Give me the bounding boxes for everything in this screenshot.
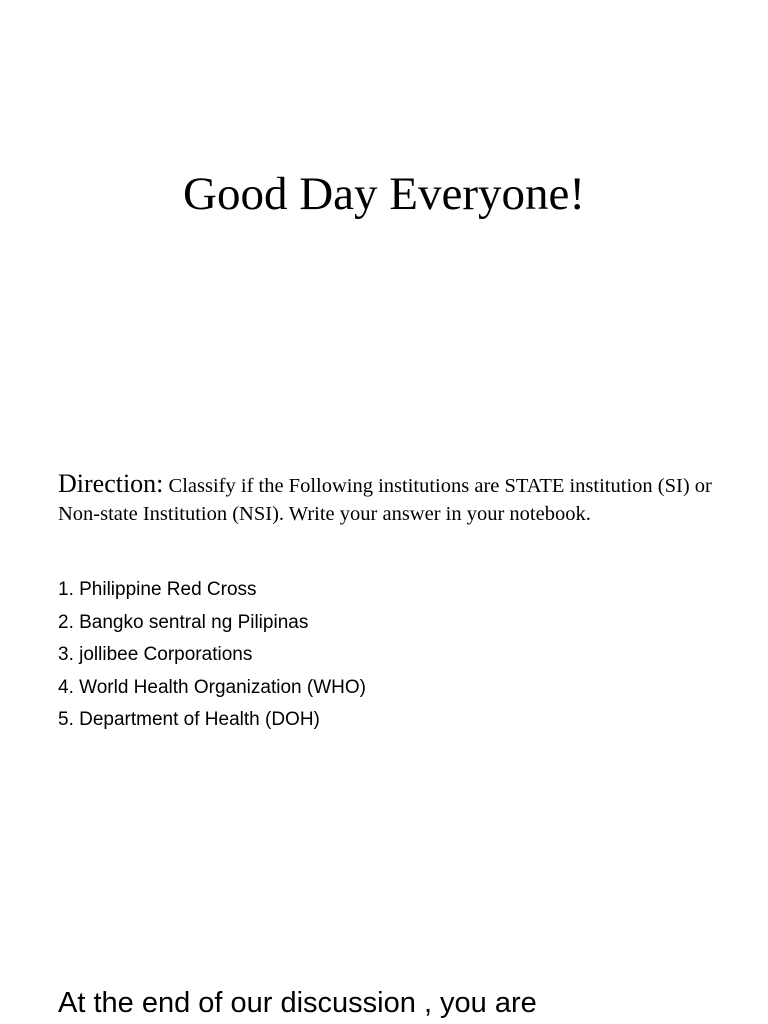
list-item: 3. jollibee Corporations bbox=[58, 644, 253, 665]
direction-label: Direction: bbox=[58, 469, 164, 498]
list-item: 4. World Health Organization (WHO) bbox=[58, 676, 366, 698]
list-item: 2. Bangko sentral ng Pilipinas bbox=[58, 611, 309, 633]
slide-title: Good Day Everyone! bbox=[183, 168, 585, 220]
direction-paragraph bbox=[58, 470, 738, 528]
list-item: 5. Department of Health (DOH) bbox=[58, 709, 320, 730]
next-slide-text: At the end of our discussion , you are bbox=[58, 987, 537, 1019]
list-item: 1. Philippine Red Cross bbox=[58, 579, 257, 600]
institution-list bbox=[58, 574, 366, 737]
direction-text: Classify if the Following institutions are STATE institution (SI) or Non-state Institution (NSI). Write your answer in your notebook. bbox=[58, 475, 712, 525]
